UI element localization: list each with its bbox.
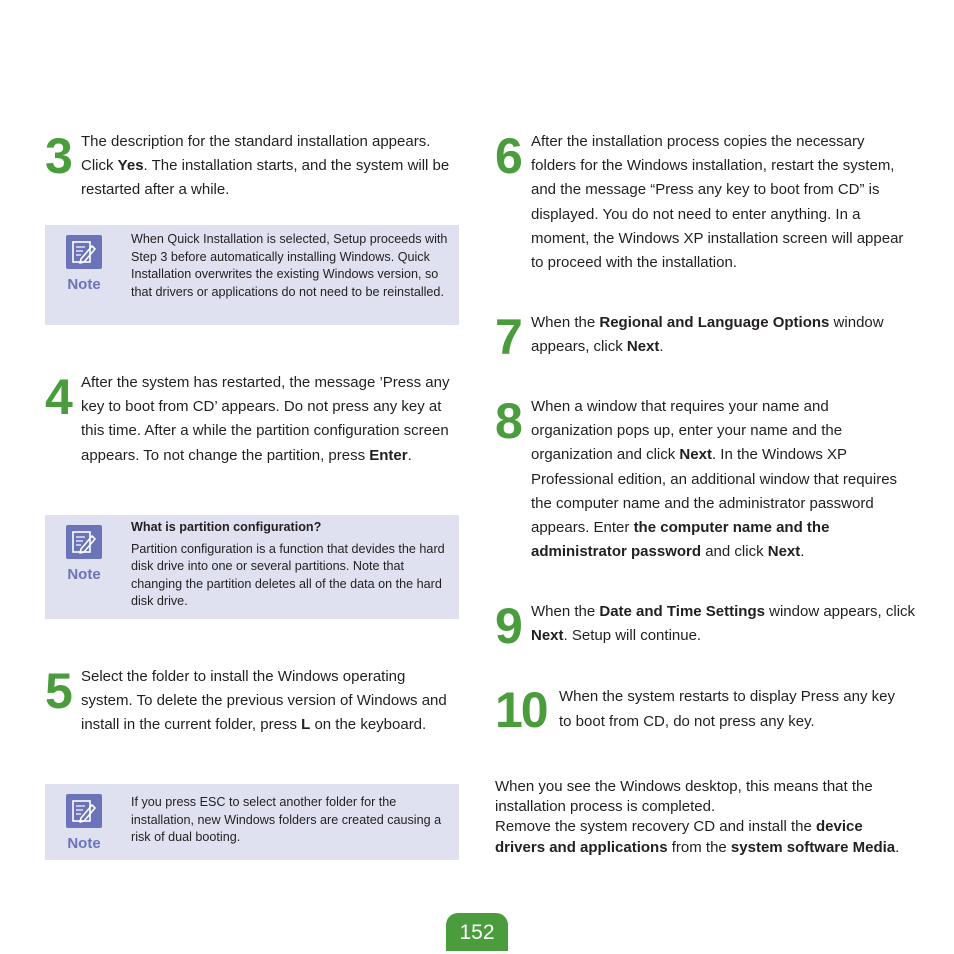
step-text: When the system restarts to display Press any key to boot from CD, do not press any key.: [559, 688, 895, 730]
step-number: 6: [495, 128, 521, 184]
note-text: When Quick Installation is selected, Setup proceeds with Step 3 before automatically installing Windows. Quick Installation overwrites the existing Windows version, so that drivers or applications do not need to be reinstalled.: [131, 232, 448, 299]
note-label: Note: [67, 566, 101, 583]
note-box: [45, 515, 459, 619]
step-text: After the installation process copies the necessary folders for the Windows installation, restart the system, and the message “Press any key to boot from CD” is displayed. You do not need to enter anything. In a moment, the Windows XP installation screen will appear to proceed with the installation.: [531, 133, 904, 272]
remove-cd-line: Remove the system recovery CD and install the device drivers and applications from the system software Media.: [495, 818, 900, 856]
page-number: 152: [446, 913, 508, 951]
note-label: Note: [67, 276, 101, 293]
step-text: When the Date and Time Settings window appears, click Next. Setup will continue.: [531, 603, 916, 645]
note-text: If you press ESC to select another folder for the installation, new Windows folders are created causing a risk of dual booting.: [131, 795, 442, 844]
step-number: 5: [45, 663, 71, 719]
step-text: Select the folder to install the Windows operating system. To delete the previous version of Windows and install in the current folder, press L on the keyboard.: [81, 668, 447, 734]
note-label: Note: [67, 835, 101, 852]
step-number: 10: [495, 682, 547, 738]
step-text: When a window that requires your name and organization pops up, enter your name and the organization and click Next. In the Windows XP Professional edition, an additional window that requires the computer name and the administrator password appears. Enter the computer name and the administrator password and click Next.: [531, 398, 898, 561]
step-text: The description for the standard installation appears. Click Yes. The installation starts, and the system will be restarted after a while.: [81, 133, 450, 199]
note-title: What is partition configuration?: [131, 520, 322, 534]
step-number: 7: [495, 309, 521, 365]
note-pencil-icon: [66, 235, 102, 269]
note-pencil-icon: [66, 794, 102, 828]
step-number: 4: [45, 369, 71, 425]
note-text: [131, 519, 451, 611]
note-pencil-icon: [66, 525, 102, 559]
step-text: After the system has restarted, the message ’Press any key to boot from CD’ appears. Do not press any key at this time. After a while the partition configuration screen appears. To not change the partition, press Enter.: [81, 374, 450, 464]
completion-line: When you see the Windows desktop, this means that the installation process is completed.: [495, 778, 873, 816]
step-number: 9: [495, 598, 521, 654]
note-box: [45, 784, 459, 860]
completion-text: [495, 777, 915, 858]
step-number: 8: [495, 393, 521, 449]
note-body: Partition configuration is a function that devides the hard disk drive into one or several partitions. Note that changing the partition deletes all of the data on the hard disk drive.: [131, 541, 445, 608]
step-text: When the Regional and Language Options window appears, click Next.: [531, 314, 884, 356]
step-number: 3: [45, 128, 71, 184]
note-box: [45, 225, 459, 325]
